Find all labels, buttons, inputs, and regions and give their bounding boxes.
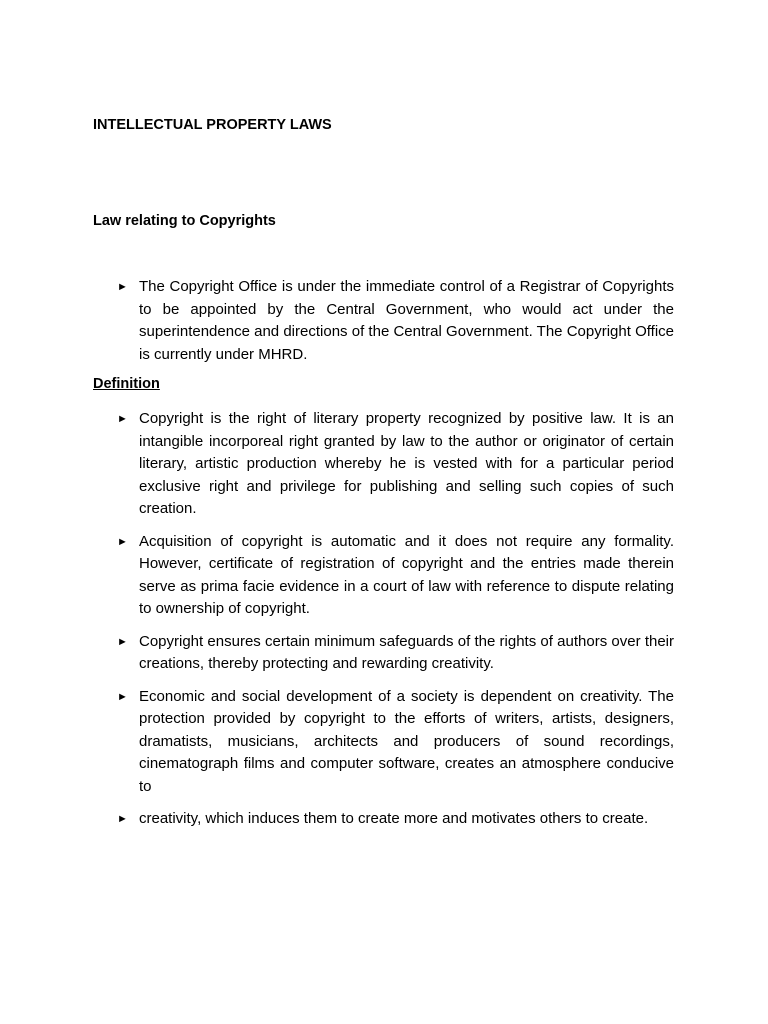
definition-heading: Definition xyxy=(93,376,160,392)
list-item xyxy=(93,631,674,676)
list-item-text: Copyright ensures certain minimum safeguards of the rights of authors over their creations, thereby protecting and rewarding creativity. xyxy=(139,632,674,672)
list-item xyxy=(93,276,674,366)
list-item-text: Economic and social development of a society is dependent on creativity. The protection provided by copyright to the efforts of writers, artists, designers, dramatists, musicians, architects and producers of sound recordings, cinematograph films and computer software, creates an atmosphere conducive to xyxy=(139,687,674,795)
list-item-text: Acquisition of copyright is automatic and it does not require any formality. However, certificate of registration of copyright and the entries made therein serve as prima facie evidence in a court of law with reference to dispute relating to ownership of copyright. xyxy=(139,532,674,617)
bullet-arrow-icon: ► xyxy=(117,413,128,425)
bullet-arrow-icon: ► xyxy=(117,535,128,548)
definition-bullet-list xyxy=(93,408,674,841)
list-item-text: Copyright is the right of literary property recognized by positive law. It is an intangible incorporeal right granted by law to the author or originator of certain literary, artistic production whereby he is vested with for a particular period exclusive right and privilege for publishing and selling such copies of such creation. xyxy=(139,410,674,517)
document-title: INTELLECTUAL PROPERTY LAWS xyxy=(93,117,332,133)
section-heading: Law relating to Copyrights xyxy=(93,213,276,229)
list-item-text: The Copyright Office is under the immediate control of a Registrar of Copyrights to be appointed by the Central Government, who would act under the superintendence and directions of the Central Government. The Copyright Office is currently under MHRD. xyxy=(139,278,674,363)
bullet-arrow-icon: ► xyxy=(117,690,128,703)
list-item xyxy=(93,408,674,521)
list-item xyxy=(93,808,674,831)
bullet-arrow-icon: ► xyxy=(117,635,128,648)
list-item xyxy=(93,531,674,621)
bullet-arrow-icon: ► xyxy=(117,813,128,825)
list-item-text: creativity, which induces them to create more and motivates others to create. xyxy=(139,810,649,827)
list-item xyxy=(93,686,674,799)
bullet-arrow-icon: ► xyxy=(117,281,128,293)
intro-bullet-list xyxy=(93,276,674,376)
